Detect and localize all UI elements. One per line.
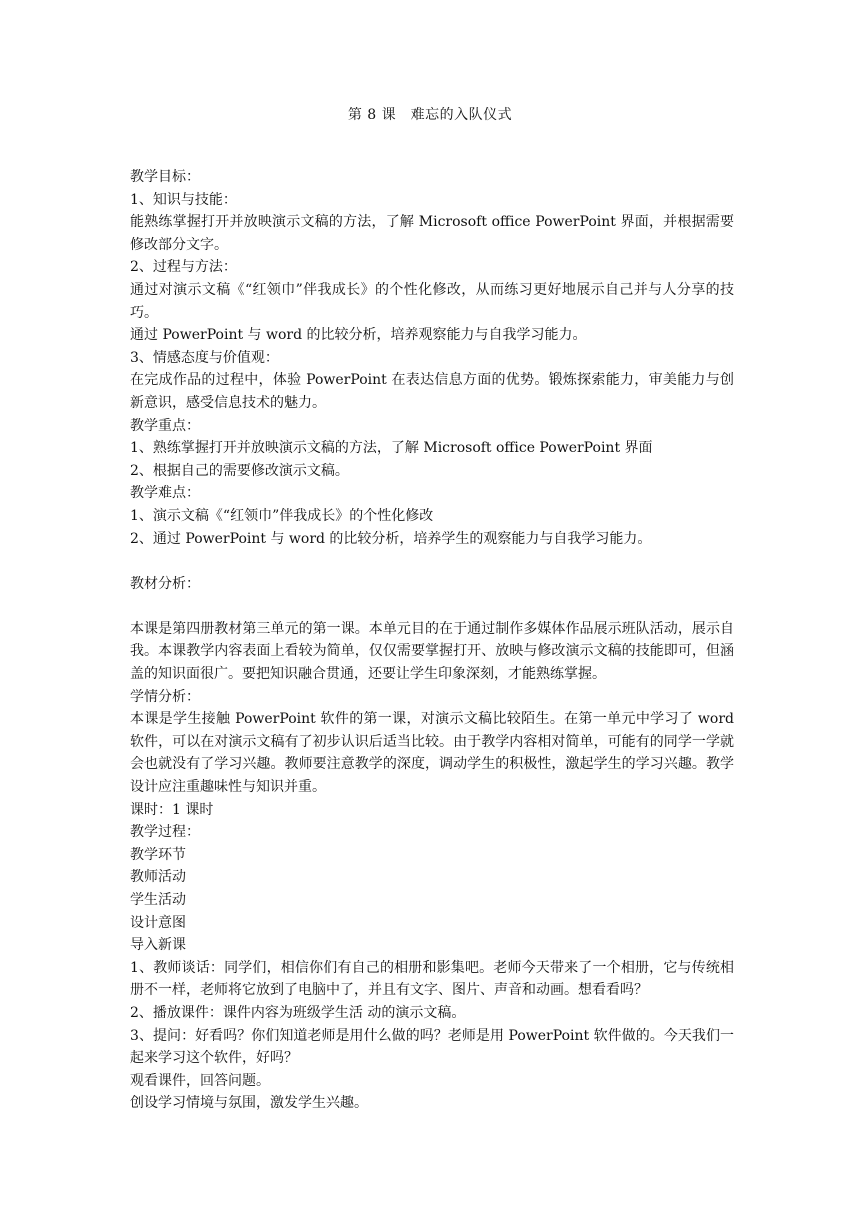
paragraph: 教学环节 <box>130 846 186 863</box>
paragraph: 1、知识与技能： <box>130 191 237 208</box>
paragraph: 2、播放课件：课件内容为班级学生活 动的演示文稿。 <box>130 1004 466 1021</box>
paragraph: 1、教师谈话：同学们，相信你们有自己的相册和影集吧。老师今天带来了一个相册，它与传统相册不一样，老师将它放到了电脑中了，并且有文字、图片、声音和动画。想看看吗？ <box>130 959 734 999</box>
blank-line <box>130 595 734 618</box>
paragraph: 教学目标： <box>130 169 200 185</box>
paragraph: 本课是学生接触 PowerPoint 软件的第一课，对演示文稿比较陌生。在第一单元中学习了 word 软件，可以在对演示文稿有了初步认识后适当比较。由于教学内容相对简单，可能有的同学一学就会也就没有了学习兴趣。教师要注意教学的深度，调动学生的积极性，激起学生的学习兴趣。教学设计应注重趣味性与知识并重。 <box>130 711 734 796</box>
paragraph: 教学过程： <box>130 824 200 841</box>
paragraph: 3、情感态度与价值观： <box>130 349 279 366</box>
paragraph: 观看课件，回答问题。 <box>130 1072 270 1089</box>
blank-line <box>130 550 734 573</box>
paragraph: 导入新课 <box>130 937 186 954</box>
paragraph: 1、熟练掌握打开并放映演示文稿的方法，了解 Microsoft office PowerPoint 界面 <box>130 440 653 457</box>
paragraph: 教学重点： <box>130 417 200 434</box>
paragraph: 通过 PowerPoint 与 word 的比较分析，培养观察能力与自我学习能力。 <box>130 327 587 344</box>
paragraph: 教师活动 <box>130 869 186 886</box>
paragraph: 能熟练掌握打开并放映演示文稿的方法，了解 Microsoft office PowerPoint 界面，并根据需要修改部分文字。 <box>130 214 734 253</box>
paragraph: 教材分析： <box>130 575 200 592</box>
paragraph: 本课是第四册教材第三单元的第一课。本单元目的在于通过制作多媒体作品展示班队活动，展示自我。本课教学内容表面上看较为简单，仅仅需要掌握打开、放映与修改演示文稿的技能即可，但涵盖的知识面很广。要把知识融合贯通，还要让学生印象深刻，才能熟练掌握。 <box>130 620 734 683</box>
lesson-title: 第 8 课 难忘的入队仪式 <box>347 107 513 123</box>
paragraph: 课时：1 课时 <box>130 801 214 818</box>
paragraph: 设计意图 <box>130 914 186 931</box>
paragraph: 学情分析： <box>130 688 200 705</box>
paragraph: 3、提问：好看吗？你们知道老师是用什么做的吗？老师是用 PowerPoint 软件做的。今天我们一起来学习这个软件，好吗？ <box>130 1027 734 1067</box>
paragraph: 在完成作品的过程中，体验 PowerPoint 在表达信息方面的优势。锻炼探索能力，审美能力与创新意识，感受信息技术的魅力。 <box>130 372 734 411</box>
paragraph: 2、根据自己的需要修改演示文稿。 <box>130 462 349 479</box>
paragraph: 通过对演示文稿《“红领巾”伴我成长》的个性化修改，从而练习更好地展示自己并与人分享的技巧。 <box>130 281 734 321</box>
paragraph: 2、通过 PowerPoint 与 word 的比较分析，培养学生的观察能力与自我学习能力。 <box>130 530 652 547</box>
paragraph: 教学难点： <box>130 485 200 502</box>
paragraph: 创设学习情境与氛围，激发学生兴趣。 <box>130 1095 368 1112</box>
paragraph: 1、演示文稿《“红领巾”伴我成长》的个性化修改 <box>130 507 434 524</box>
paragraph: 2、过程与方法： <box>130 259 237 276</box>
document-body <box>130 166 734 1115</box>
paragraph: 学生活动 <box>130 892 186 908</box>
